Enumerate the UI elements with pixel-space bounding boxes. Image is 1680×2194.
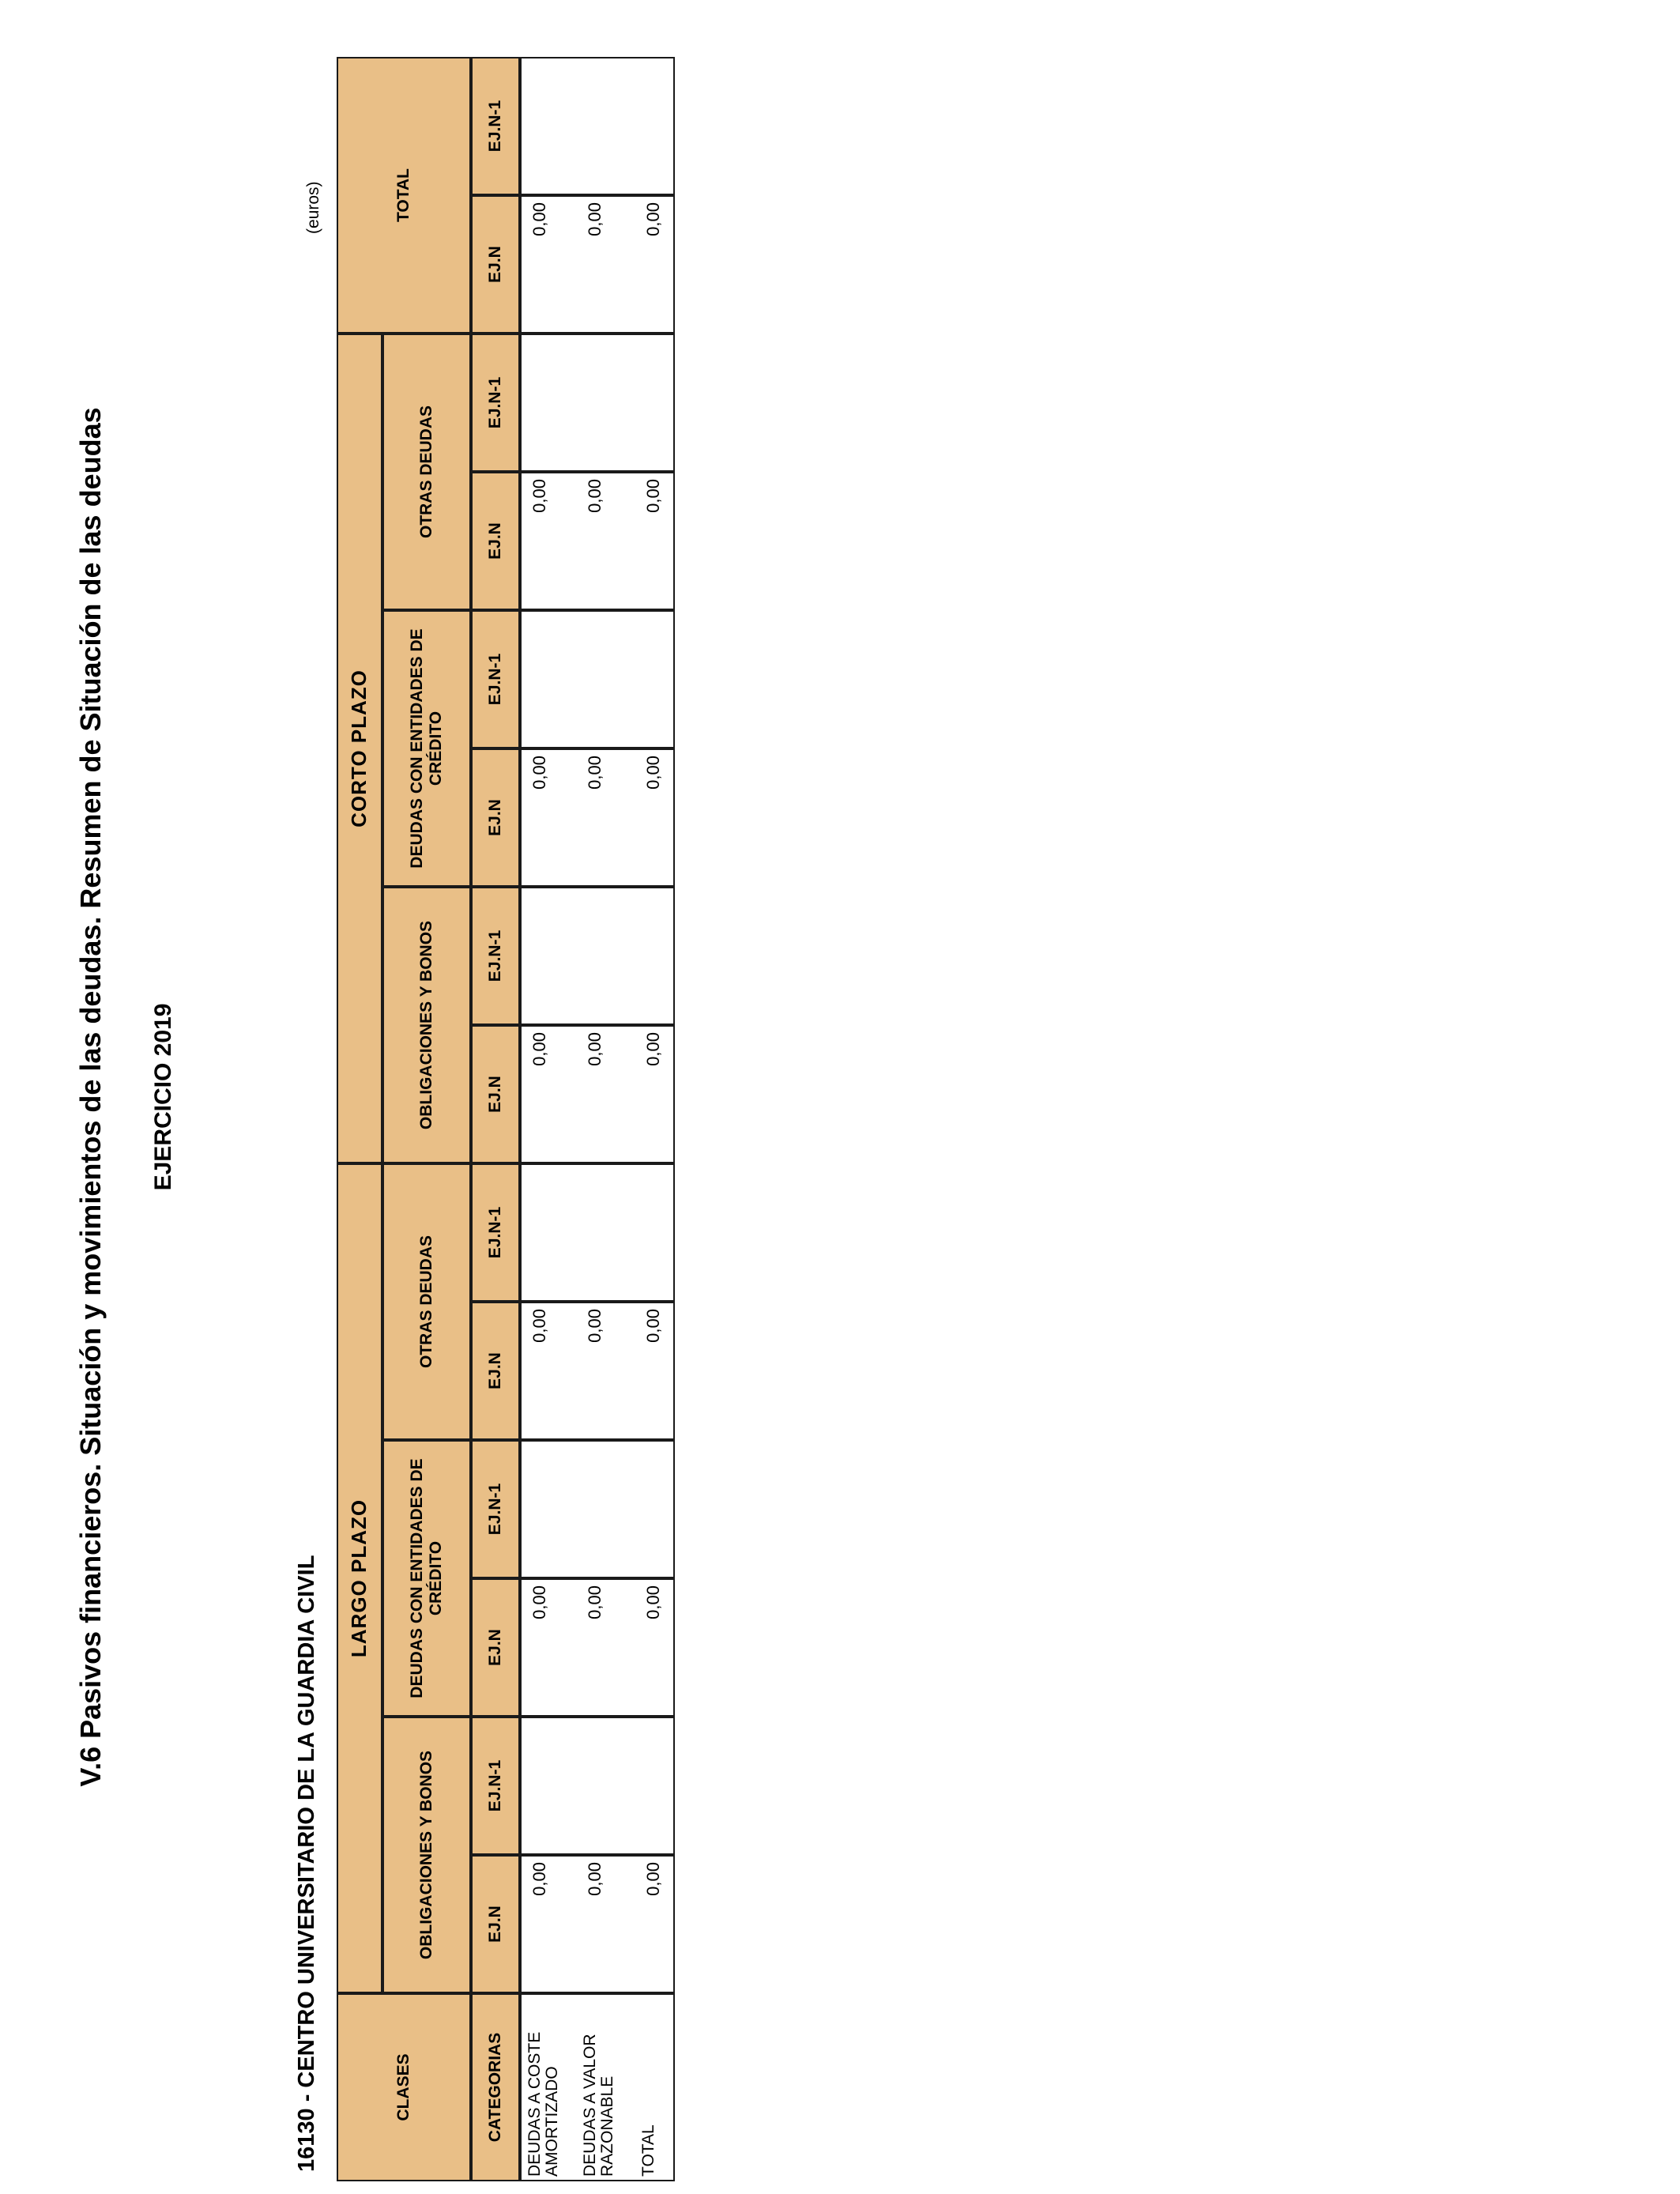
table-cell-value: 0,00 bbox=[643, 1862, 663, 1896]
subgroup-header-7: TOTAL bbox=[337, 57, 471, 334]
page-title: V.6 Pasivos financieros. Situación y movimientos de las deudas. Resumen de Situación de las deudas bbox=[74, 407, 107, 1787]
exercise-title: EJERCICIO 2019 bbox=[150, 1003, 176, 1191]
value-column-ej-n1 bbox=[520, 334, 675, 472]
value-column-ej-n bbox=[520, 1578, 675, 1717]
subgroup-header-4: OBLIGACIONES Y BONOS bbox=[382, 887, 471, 1163]
row-label: DEUDAS A VALOR RAZONABLE bbox=[581, 2034, 617, 2177]
table-cell-value: 0,00 bbox=[529, 1862, 549, 1896]
categorias-header: CATEGORIAS bbox=[471, 1993, 520, 2181]
subgroup-header-1: OBLIGACIONES Y BONOS bbox=[382, 1717, 471, 1993]
table-cell-value: 0,00 bbox=[643, 1309, 663, 1343]
group-header-largo-plazo: LARGO PLAZO bbox=[337, 1163, 382, 1993]
value-column-ej-n bbox=[520, 472, 675, 610]
table-cell-value: 0,00 bbox=[643, 1585, 663, 1619]
table-cell-value: 0,00 bbox=[529, 1309, 549, 1343]
row-label: TOTAL bbox=[639, 2124, 657, 2177]
table-cell-value: 0,00 bbox=[643, 756, 663, 790]
clases-header: CLASES bbox=[337, 1993, 471, 2181]
table-cell-value: 0,00 bbox=[585, 756, 605, 790]
value-column-ej-n bbox=[520, 195, 675, 334]
col-ej-n1-header: EJ.N-1 bbox=[471, 887, 520, 1025]
col-ej-n1-header: EJ.N-1 bbox=[471, 610, 520, 748]
value-column-ej-n1 bbox=[520, 887, 675, 1025]
subgroup-header-2: DEUDAS CON ENTIDADES DE CRÉDITO bbox=[382, 1440, 471, 1717]
table-cell-value: 0,00 bbox=[585, 1309, 605, 1343]
table-cell-value: 0,00 bbox=[643, 1032, 663, 1066]
group-header-corto-plazo: CORTO PLAZO bbox=[337, 334, 382, 1163]
col-ej-n-header: EJ.N bbox=[471, 1578, 520, 1717]
table-cell-value: 0,00 bbox=[585, 1032, 605, 1066]
entity-name: 16130 - CENTRO UNIVERSITARIO DE LA GUARDIA CIVIL bbox=[294, 1555, 319, 2172]
col-ej-n-header: EJ.N bbox=[471, 195, 520, 334]
table-cell-value: 0,00 bbox=[529, 1585, 549, 1619]
table-cell-value: 0,00 bbox=[585, 1862, 605, 1896]
value-column-ej-n1 bbox=[520, 57, 675, 195]
col-ej-n1-header: EJ.N-1 bbox=[471, 57, 520, 195]
col-ej-n-header: EJ.N bbox=[471, 1855, 520, 1993]
table-cell-value: 0,00 bbox=[643, 202, 663, 236]
value-column-ej-n bbox=[520, 1855, 675, 1993]
categories-column bbox=[520, 1993, 675, 2181]
subgroup-header-6: OTRAS DEUDAS bbox=[382, 334, 471, 610]
table-cell-value: 0,00 bbox=[643, 479, 663, 513]
units-label: (euros) bbox=[304, 181, 322, 234]
col-ej-n-header: EJ.N bbox=[471, 472, 520, 610]
table-cell-value: 0,00 bbox=[529, 756, 549, 790]
col-ej-n-header: EJ.N bbox=[471, 1302, 520, 1440]
table-cell-value: 0,00 bbox=[585, 1585, 605, 1619]
value-column-ej-n1 bbox=[520, 1717, 675, 1855]
value-column-ej-n bbox=[520, 1025, 675, 1163]
table-cell-value: 0,00 bbox=[529, 202, 549, 236]
subgroup-header-5: DEUDAS CON ENTIDADES DE CRÉDITO bbox=[382, 610, 471, 887]
col-ej-n1-header: EJ.N-1 bbox=[471, 1440, 520, 1578]
table-cell-value: 0,00 bbox=[529, 1032, 549, 1066]
value-column-ej-n bbox=[520, 748, 675, 887]
col-ej-n-header: EJ.N bbox=[471, 748, 520, 887]
row-label: DEUDAS A COSTE AMORTIZADO bbox=[525, 2031, 562, 2177]
value-column-ej-n1 bbox=[520, 610, 675, 748]
value-column-ej-n1 bbox=[520, 1440, 675, 1578]
table-cell-value: 0,00 bbox=[529, 479, 549, 513]
value-column-ej-n bbox=[520, 1302, 675, 1440]
col-ej-n1-header: EJ.N-1 bbox=[471, 334, 520, 472]
col-ej-n-header: EJ.N bbox=[471, 1025, 520, 1163]
value-column-ej-n1 bbox=[520, 1163, 675, 1302]
col-ej-n1-header: EJ.N-1 bbox=[471, 1163, 520, 1302]
table-cell-value: 0,00 bbox=[585, 202, 605, 236]
subgroup-header-3: OTRAS DEUDAS bbox=[382, 1163, 471, 1440]
col-ej-n1-header: EJ.N-1 bbox=[471, 1717, 520, 1855]
table-cell-value: 0,00 bbox=[585, 479, 605, 513]
debts-summary-table bbox=[337, 3, 675, 2181]
